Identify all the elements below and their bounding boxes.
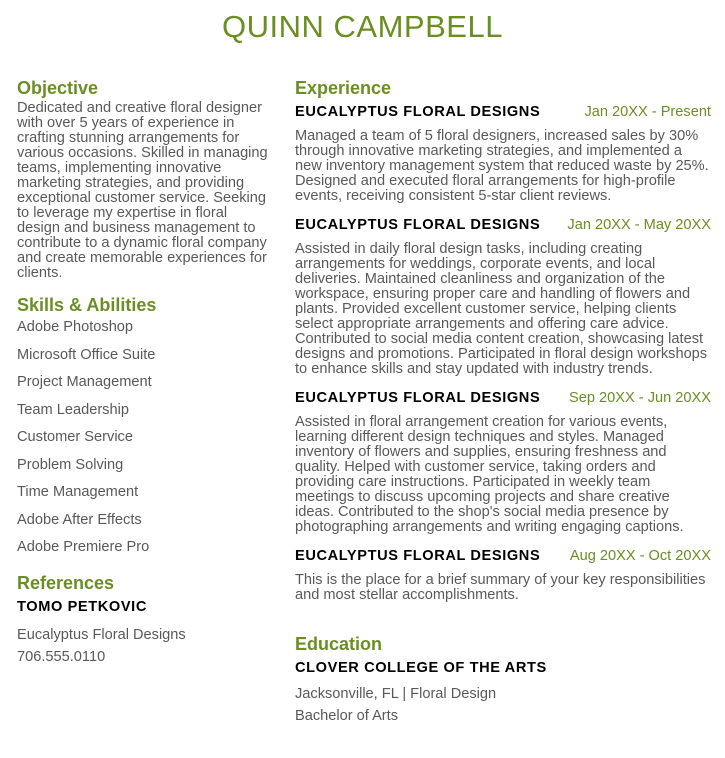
job-dates: Sep 20XX - Jun 20XX <box>569 390 711 406</box>
job-company: EUCALYPTUS FLORAL DESIGNS <box>295 104 541 120</box>
reference-name: TOMO PETKOVIC <box>17 598 147 615</box>
job-company: EUCALYPTUS FLORAL DESIGNS <box>295 548 541 564</box>
job-header <box>295 216 711 234</box>
right-column <box>295 77 711 727</box>
experience-title: Experience <box>295 78 392 98</box>
job-company: EUCALYPTUS FLORAL DESIGNS <box>295 390 541 406</box>
left-column <box>17 77 271 668</box>
education-section <box>295 633 711 727</box>
job-header <box>295 547 711 565</box>
objective-section <box>17 77 271 281</box>
references-section <box>17 572 271 668</box>
skill-item: Customer Service <box>17 429 133 445</box>
job-dates: Jan 20XX - Present <box>584 104 711 120</box>
skill-item: Time Management <box>17 484 139 500</box>
resume-name: QUINN CAMPBELL <box>222 9 503 44</box>
education-location: Jacksonville, FL | Floral Design <box>295 686 497 702</box>
job-header <box>295 389 711 407</box>
job-header <box>295 103 711 121</box>
job-description: Assisted in daily floral design tasks, including creating arrangements for weddings, corporate events, and local deliveries. Maintained cleanliness and organization of the workspace, ensuring proper care and handling of flowers and plants. Provided excellent customer service, helping clients select appropriate arrangements and offering care advice. Contributed to social media content creation, showcasing latest designs and promotions. Participated in floral design workshops to enhance skills and stay updated with industry trends. <box>295 241 708 377</box>
job-dates: Jan 20XX - May 20XX <box>567 217 711 233</box>
job-description: This is the place for a brief summary of your key responsibilities and most stellar accomplishments. <box>295 572 706 603</box>
job-company: EUCALYPTUS FLORAL DESIGNS <box>295 217 541 233</box>
skill-item: Microsoft Office Suite <box>17 346 156 363</box>
objective-title: Objective <box>17 78 99 98</box>
skill-item: Adobe After Effects <box>17 511 142 528</box>
skills-list <box>17 319 271 567</box>
skill-item: Team Leadership <box>17 401 129 418</box>
job-description: Managed a team of 5 floral designers, increased sales by 30% through innovative marketing strategies, and implemented a new inventory management system that reduced waste by 25%. Designed and executed floral arrangements for high-profile events, receiving consistent 5-star client reviews. <box>295 128 709 204</box>
skill-item: Project Management <box>17 374 152 390</box>
education-school: CLOVER COLLEGE OF THE ARTS <box>295 660 547 676</box>
reference-phone: 706.555.0110 <box>17 648 106 665</box>
skills-section <box>17 294 271 567</box>
references-title: References <box>17 572 115 593</box>
job-description: Assisted in floral arrangement creation for various events, learning different design techniques and styles. Managed inventory of flowers and supplies, ensuring freshness and quality. Helped with customer service, taking orders and providing care instructions. Participated in weekly team meetings to discuss upcoming projects and share creative ideas. Contributed to the shop's social media presence by photographing arrangements and writing engaging captions. <box>295 414 684 535</box>
education-degree: Bachelor of Arts <box>295 708 399 724</box>
skill-item: Adobe Photoshop <box>17 319 134 335</box>
reference-company: Eucalyptus Floral Designs <box>17 626 186 643</box>
skills-title: Skills & Abilities <box>17 295 157 315</box>
job-dates: Aug 20XX - Oct 20XX <box>569 548 711 564</box>
objective-text: Dedicated and creative floral designer with over 5 years of experience in crafting stunning arrangements for various occasions. Skilled in managing teams, implementing innovative marketing strategies, and providing exceptional customer service. Seeking to leverage my expertise in floral design and business management to contribute to a dynamic floral company and create memorable experiences for clients. <box>17 100 268 281</box>
education-title: Education <box>295 634 383 654</box>
skill-item: Adobe Premiere Pro <box>17 539 150 555</box>
skill-item: Problem Solving <box>17 456 124 473</box>
experience-section <box>295 77 711 603</box>
